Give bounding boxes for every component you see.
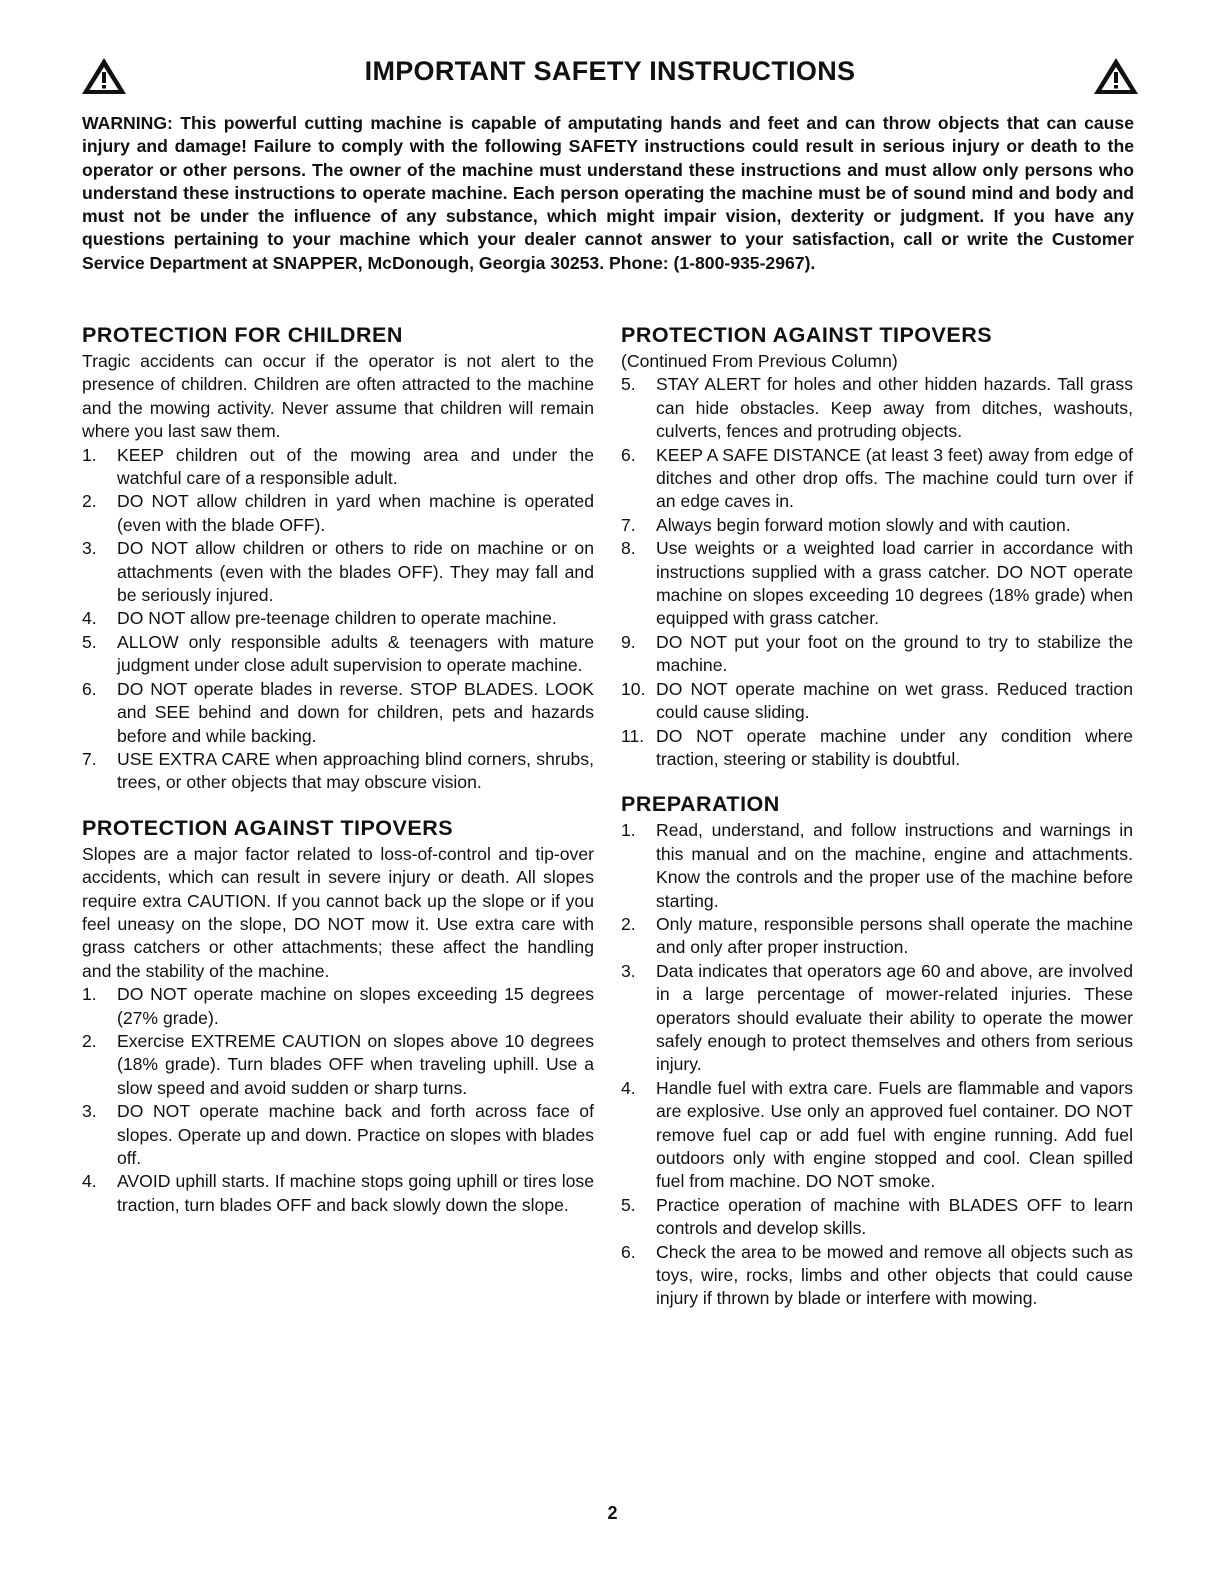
list-item (82, 983, 594, 1030)
section-intro: Tragic accidents can occur if the operator is not alert to the presence of children. Children are often attracted to the machine and the mowing activity. Never assume that children will remain where you last saw them. (82, 351, 594, 442)
item-number: 5. (82, 631, 97, 652)
item-number: 1. (82, 984, 97, 1005)
list-item (82, 1170, 594, 1217)
list-item (621, 373, 1133, 443)
list-item (621, 725, 1133, 772)
item-text: DO NOT allow children or others to ride on machine or on attachments (even with the blades OFF). They may fall and be seriously injured. (117, 538, 594, 606)
children-list (82, 444, 594, 795)
section-heading: PROTECTION AGAINST TIPOVERS (82, 815, 454, 840)
list-item (82, 678, 594, 748)
item-number: 2. (82, 1030, 97, 1051)
item-number: 6. (82, 678, 97, 699)
list-item (621, 631, 1133, 678)
item-text: Data indicates that operators age 60 and above, are involved in a large percentage of mower-related injuries. These operators should evaluate their ability to operate the mower safely enough to protect themselves and others from serious injury. (656, 960, 1133, 1075)
section-preparation (621, 791, 1133, 1311)
item-number: 4. (82, 1171, 97, 1192)
item-number: 8. (621, 538, 636, 559)
item-text: Use weights or a weighted load carrier in accordance with instructions supplied with a grass catcher. DO NOT operate machine on slopes exceeding 10 degrees (18% grade) when equipped with grass catcher. (656, 538, 1133, 629)
list-item (621, 1077, 1133, 1194)
list-item (621, 537, 1133, 631)
list-item (82, 490, 594, 537)
item-text: Check the area to be mowed and remove all objects such as toys, wire, rocks, limbs and other objects that could cause injury if thrown by blade or interfere with mowing. (656, 1241, 1133, 1309)
list-item (621, 960, 1133, 1077)
item-number: 3. (82, 1101, 97, 1122)
item-text: DO NOT operate machine on slopes exceeding 15 degrees (27% grade). (117, 984, 594, 1028)
item-text: DO NOT allow pre-teenage children to operate machine. (117, 608, 557, 629)
warning-paragraph (82, 112, 1134, 275)
section-intro: Slopes are a major factor related to loss-of-control and tip-over accidents, which can result in severe injury or death. All slopes require extra CAUTION. If you cannot back up the slope or if you feel uneasy on the slope, DO NOT mow it. Use extra care with grass catchers or other attachments; these affect the handling and the stability of the machine. (82, 843, 594, 981)
list-item (621, 1241, 1133, 1311)
item-text: Handle fuel with extra care. Fuels are flammable and vapors are explosive. Use only an approved fuel container. DO NOT remove fuel cap or add fuel with engine running. Add fuel outdoors only with engine stopped and cool. Clean spilled fuel from machine. DO NOT smoke. (656, 1077, 1133, 1192)
left-column (82, 322, 594, 1217)
list-item (621, 514, 1133, 537)
item-number: 1. (621, 820, 636, 841)
section-heading: PROTECTION FOR CHILDREN (82, 323, 403, 347)
item-text: Always begin forward motion slowly and with caution. (656, 514, 1071, 535)
item-text: USE EXTRA CARE when approaching blind corners, shrubs, trees, or other objects that may obscure vision. (117, 748, 594, 793)
list-item (621, 1194, 1133, 1241)
item-text: Read, understand, and follow instructions and warnings in this manual and on the machine, engine and attachments. Know the controls and the proper use of the machine before starting. (656, 820, 1133, 911)
section-heading: PREPARATION (621, 792, 780, 817)
item-number: 2. (82, 491, 97, 512)
item-text: Practice operation of machine with BLADES OFF to learn controls and develop skills. (656, 1194, 1133, 1239)
item-number: 9. (621, 631, 636, 652)
warning-triangle-icon (1092, 56, 1140, 96)
item-number: 11. (621, 725, 645, 746)
section-protection-against-tipovers-continued (621, 322, 1133, 771)
item-number: 6. (621, 1241, 636, 1262)
item-number: 5. (621, 374, 636, 395)
continued-note: (Continued From Previous Column) (621, 351, 898, 371)
item-text: STAY ALERT for holes and other hidden hazards. Tall grass can hide obstacles. Keep away from ditches, washouts, culverts, fences and protruding objects. (656, 374, 1133, 442)
item-text: DO NOT put your foot on the ground to try to stabilize the machine. (656, 631, 1133, 676)
item-number: 10. (621, 678, 646, 699)
list-item (82, 748, 594, 795)
list-item (621, 444, 1133, 514)
item-number: 1. (82, 444, 97, 465)
item-number: 7. (621, 514, 636, 535)
list-item (82, 631, 594, 678)
item-number: 2. (621, 913, 636, 934)
item-number: 4. (621, 1077, 636, 1098)
section-protection-against-tipovers (82, 815, 594, 1218)
warning-text: WARNING: This powerful cutting machine is capable of amputating hands and feet and can throw objects that can cause injury and damage! Failure to comply with the following SAFETY instructions could result in serious injury or death to the operator or other persons. The owner of the machine must understand these instructions and must allow only persons who understand these instructions to operate machine. Each person operating the machine must be of sound mind and body and must not be under the influence of any substance, which might impair vision, dexterity or judgment. If you have any questions pertaining to your machine which your dealer cannot answer to your satisfaction, call or write the Customer Service Department at SNAPPER, McDonough, Georgia 30253. Phone: (1-800-935-2967). (82, 113, 1134, 273)
right-column (621, 322, 1133, 1311)
item-text: DO NOT operate machine under any condition where traction, steering or stability is doubtful. (656, 725, 1133, 769)
item-text: KEEP children out of the mowing area and under the watchful care of a responsible adult. (117, 444, 594, 489)
tipovers-continued-list (621, 373, 1133, 771)
list-item (82, 607, 594, 630)
item-number: 6. (621, 444, 636, 465)
tipovers-list (82, 983, 594, 1217)
item-number: 4. (82, 608, 97, 629)
list-item (82, 444, 594, 491)
section-heading: PROTECTION AGAINST TIPOVERS (621, 323, 993, 347)
item-text: KEEP A SAFE DISTANCE (at least 3 feet) away from edge of ditches and other drop offs. The machine could turn over if an edge caves in. (656, 444, 1133, 512)
item-text: ALLOW only responsible adults & teenagers with mature judgment under close adult supervision to operate machine. (117, 631, 594, 676)
item-text: Exercise EXTREME CAUTION on slopes above 10 degrees (18% grade). Turn blades OFF when traveling uphill. Use a slow speed and avoid sudden or sharp turns. (117, 1030, 594, 1098)
item-text: DO NOT operate blades in reverse. STOP BLADES. LOOK and SEE behind and down for children, pets and hazards before and while backing. (117, 678, 594, 746)
item-text: AVOID uphill starts. If machine stops going uphill or tires lose traction, turn blades OFF and back slowly down the slope. (117, 1171, 594, 1215)
page-title: IMPORTANT SAFETY INSTRUCTIONS (364, 56, 856, 86)
item-text: DO NOT operate machine on wet grass. Reduced traction could cause sliding. (656, 678, 1133, 723)
item-text: Only mature, responsible persons shall operate the machine and only after proper instruction. (656, 913, 1133, 958)
warning-triangle-icon (80, 56, 128, 96)
item-number: 3. (82, 538, 97, 559)
item-number: 3. (621, 960, 636, 981)
page-number: 2 (607, 1503, 618, 1523)
list-item (621, 913, 1133, 960)
item-number: 5. (621, 1194, 636, 1215)
list-item (82, 1100, 594, 1170)
list-item (82, 537, 594, 607)
list-item (621, 678, 1133, 725)
item-number: 7. (82, 748, 97, 769)
list-item (621, 819, 1133, 913)
preparation-list (621, 819, 1133, 1311)
section-protection-for-children (82, 322, 594, 795)
item-text: DO NOT operate machine back and forth across face of slopes. Operate up and down. Practice on slopes with blades off. (117, 1101, 594, 1168)
list-item (82, 1030, 594, 1100)
item-text: DO NOT allow children in yard when machine is operated (even with the blade OFF). (117, 491, 594, 535)
page-header (80, 50, 1140, 96)
